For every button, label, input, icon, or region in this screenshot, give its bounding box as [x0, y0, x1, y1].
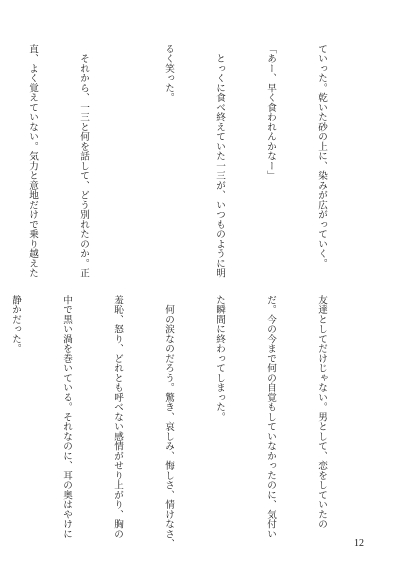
text-line: とっくに食べ終えていた一三が、いつものように明: [214, 44, 225, 278]
text-line: た瞬間に終わってしまった。: [214, 295, 225, 422]
text-line: だ。今の今まで何の自覚もしていなかったのに、気付い: [265, 295, 276, 539]
text-line: 中で黒い渦を巻いている。それなのに、耳の奥はやけに: [61, 295, 72, 539]
text-line: 何の涙なのだろう。驚き、哀しみ、悔しさ、情けなさ、: [163, 295, 174, 549]
text-line: るく笑った。: [163, 44, 174, 103]
text-line: 直、よく覚えていない。気力と意地だけで乗り越えた: [27, 44, 38, 278]
page-number: 12: [354, 538, 364, 549]
upper-text-block: [27, 44, 364, 278]
text-line: 静かだった。: [10, 295, 21, 354]
text-line: 友達としてだけじゃない。男として、恋をしていたの: [316, 295, 327, 529]
text-line: 羞恥、怒り、どれとも呼べない感情がせり上がり、胸の: [112, 295, 123, 539]
text-line: ていった。乾いた砂の上に、染みが広がっていく。: [316, 44, 327, 269]
text-line: それから、一三と何を話して、どう別れたのか。正: [78, 44, 89, 278]
text-line: 「あー、早く食われんかなー」: [265, 44, 276, 181]
